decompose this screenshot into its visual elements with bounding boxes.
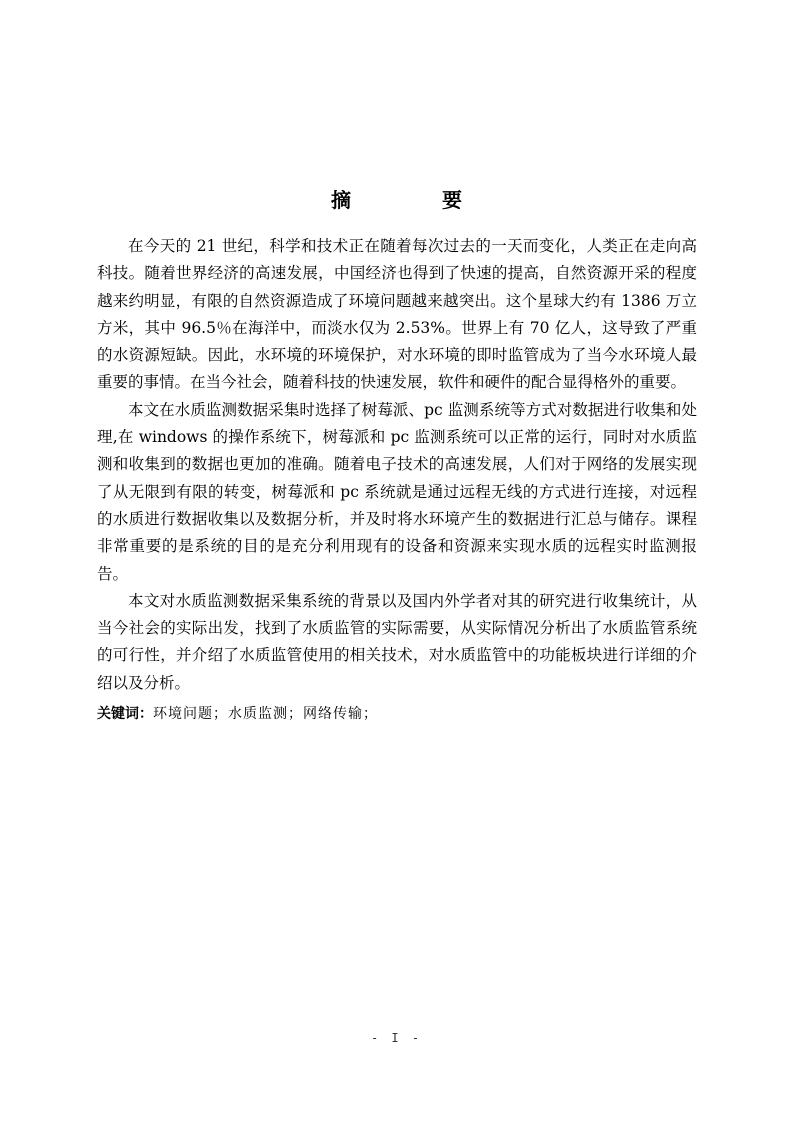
- abstract-paragraph-1: 在今天的 21 世纪，科学和技术正在随着每次过去的一天而变化，人类正在走向高科技。随着世界经济的高速发展，中国经济也得到了快速的提高，自然资源开采的程度越来约明显，有限的自然资源造成了环境问题越来越突出。这个星球大约有 1386 万立方米，其中 96.5％在海洋中，而淡水仅为 2.53%。世界上有 70 亿人，这导致了严重的水资源短缺。因此，水环境的环境保护，对水环境的即时监管成为了当今水环境人最重要的事情。在当今社会，随着科技的快速发展，软件和硬件的配合显得格外的重要。: [97, 237, 697, 392]
- keywords-values: 环境问题；水质监测；网络传输；: [153, 706, 378, 722]
- page-number: - I -: [370, 1031, 423, 1045]
- keywords-line: [97, 703, 697, 725]
- abstract-paragraph-2: 本文在水质监测数据采集时选择了树莓派、pc 监测系统等方式对数据进行收集和处理,在 windows 的操作系统下，树莓派和 pc 监测系统可以正常的运行，同时对水质监测和收集到的数据也更加的准确。随着电子技术的高速发展，人们对于网络的发展实现了从无限到有限的转变，树莓派和 pc 系统就是通过远程无线的方式进行连接，对远程的水质进行数据收集以及数据分析，并及时将水环境产生的数据进行汇总与储存。课程非常重要的是系统的目的是充分利用现有的设备和资源来实现水质的远程实时监测报告。: [97, 400, 697, 583]
- keywords-label: 关键词：: [97, 706, 153, 722]
- abstract-paragraph-3: 本文对水质监测数据采集系统的背景以及国内外学者对其的研究进行收集统计，从当今社会的实际出发，找到了水质监管的实际需要，从实际情况分析出了水质监管系统的可行性，并介绍了水质监管使用的相关技术，对水质监管中的功能板块进行详细的介绍以及分析。: [97, 591, 697, 692]
- page-title: 摘 要: [331, 188, 504, 212]
- abstract-body: [97, 233, 697, 697]
